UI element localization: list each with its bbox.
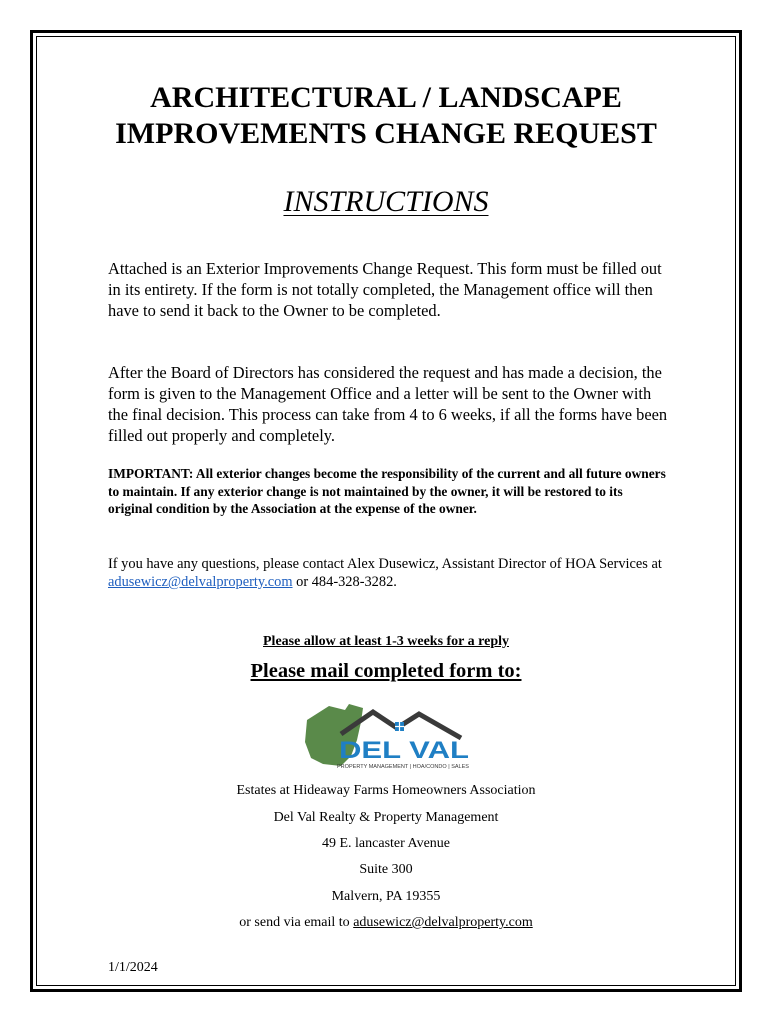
instructions-heading-text: INSTRUCTIONS [283,185,489,218]
email-link[interactable]: adusewicz@delvalproperty.com [353,915,533,930]
email-prefix: or send via email to [239,915,354,930]
questions-text: If you have any questions, please contact Alex Dusewicz, Assistant Director of HOA Services at [108,556,662,572]
del-val-logo [301,700,473,774]
title-line-1: ARCHITECTURAL / LANDSCAPE [150,81,622,114]
paragraph-completion: Attached is an Exterior Improvements Change Request. This form must be filled out in its entirety. If the form is not totally completed, the Management office will then have to send it back to the Owner to be completed. [108,259,662,320]
address-street: 49 E. lancaster Avenue [321,836,451,851]
email-instruction [36,914,736,932]
document-date: 1/1/2024 [108,960,158,975]
important-text: : All exterior changes become the responsibility of the current and all future owners to maintain. If any exterior change is not maintained by the owner, it will be restored to its original condition by the Association at the expense of the owner. [108,466,666,516]
logo-tagline: PROPERTY MANAGEMENT | HOA/CONDO | SALES [337,764,470,770]
address-association: Estates at Hideaway Farms Homeowners Association [236,783,536,798]
title-line-2: IMPROVEMENTS CHANGE REQUEST [115,117,657,150]
document-page [36,36,736,986]
questions-paragraph [108,555,668,591]
questions-phone: or 484-328-3282. [292,574,397,590]
instructions-heading [36,184,736,220]
contact-email-link[interactable]: adusewicz@delvalproperty.com [108,574,293,590]
important-label: IMPORTANT [108,466,189,481]
address-company: Del Val Realty & Property Management [273,810,499,825]
reply-time-note: Please allow at least 1-3 weeks for a reply [263,634,509,649]
important-notice [108,465,668,518]
document-title [36,80,736,152]
mail-heading: Please mail completed form to: [250,660,522,682]
address-suite: Suite 300 [359,862,413,877]
logo-name: DEL VAL [339,737,469,764]
address-city: Malvern, PA 19355 [331,889,441,904]
paragraph-process: After the Board of Directors has considered the request and has made a decision, the form is given to the Management Office and a letter will be sent to the Owner with the final decision. This process can take from 4 to 6 weeks, if all the forms have been filled out properly and completely. [108,363,668,445]
